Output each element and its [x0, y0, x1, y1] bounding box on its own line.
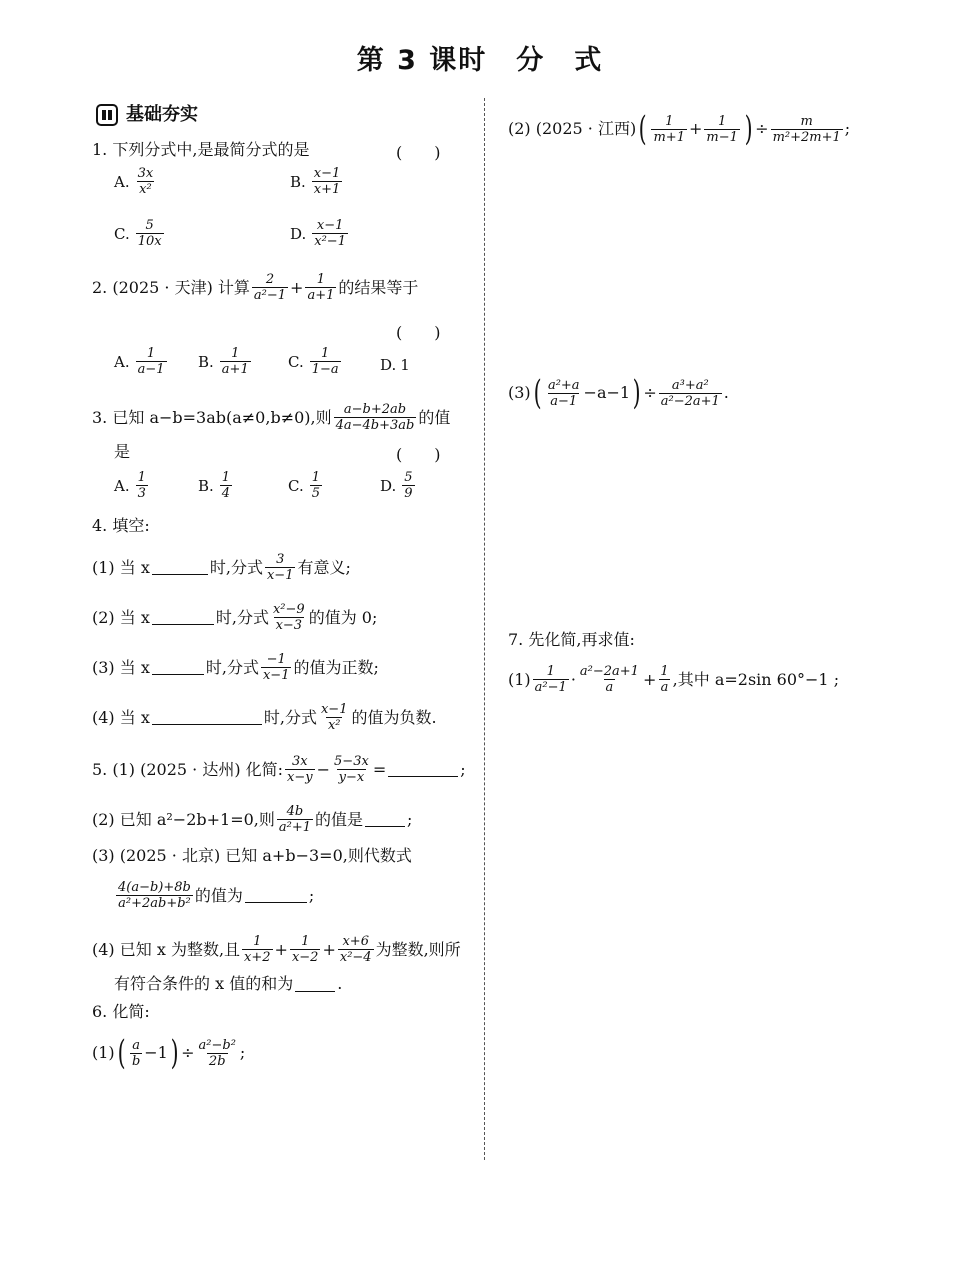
answer-blank[interactable]: [245, 888, 307, 903]
numerator: 5−3x: [334, 754, 369, 769]
text-run: ;: [407, 809, 413, 829]
q6-head: 6. 化简:: [92, 1002, 150, 1021]
text-run: 有符合条件的 x 值的和为: [114, 974, 294, 993]
fraction: [578, 664, 641, 695]
text-run: 时,分式: [263, 707, 317, 727]
page-title: 第 3 课时 分 式: [356, 45, 604, 76]
denominator: a−1: [550, 393, 578, 409]
numerator: 3: [276, 552, 285, 567]
q1-text: 1. 下列分式中,是最简分式的是: [92, 140, 310, 159]
book-icon: [96, 104, 118, 126]
fraction: [271, 602, 307, 633]
text-run: +: [322, 939, 336, 959]
denominator: x+1: [313, 182, 341, 197]
text-run: (3): [508, 383, 531, 402]
fraction: [285, 754, 315, 785]
section-header: [96, 104, 198, 126]
option-text: B.: [290, 172, 306, 191]
fraction: [319, 702, 350, 733]
fraction: [252, 272, 288, 303]
q5-part3-expr: [114, 880, 314, 911]
answer-blank[interactable]: [152, 610, 214, 625]
answer-blank[interactable]: [388, 762, 458, 777]
q3-option-b[interactable]: [198, 470, 234, 501]
q3-option-a[interactable]: [114, 470, 150, 501]
numerator: 3x: [292, 754, 308, 769]
denominator: 10x: [137, 234, 162, 249]
numerator: 1: [546, 664, 555, 679]
denominator: m²+2m+1: [772, 129, 841, 145]
denominator: x²−4: [339, 950, 372, 965]
numerator: x²−9: [272, 602, 305, 617]
numerator: 1: [718, 113, 727, 129]
option-text: 1: [400, 356, 410, 374]
text-run: 的值为: [194, 885, 243, 905]
denominator: a: [605, 680, 614, 695]
denominator: x²−1: [314, 234, 346, 249]
q3-answer-paren[interactable]: ( ): [396, 445, 441, 464]
fraction: [197, 1038, 238, 1069]
text-run: ,其中 a=2sin 60°−1 ;: [672, 669, 840, 689]
text-run: ;: [308, 885, 315, 905]
q2-stem: [92, 272, 418, 303]
text-run: (1) 当 x: [92, 557, 150, 577]
q7-head: 7. 先化简,再求值:: [508, 630, 635, 649]
denominator: a²+1: [278, 820, 312, 835]
q4-part3: [92, 652, 379, 683]
text-run: 有意义;: [297, 557, 351, 577]
text-run: ·: [570, 669, 576, 689]
bracket: ): [744, 109, 753, 149]
text-run: 的值为 0;: [308, 607, 378, 627]
option-text: D.: [380, 356, 397, 374]
answer-blank[interactable]: [295, 977, 335, 992]
numerator: 1: [301, 934, 310, 949]
q5-part3: [92, 846, 412, 866]
fraction: [136, 470, 148, 501]
bracket: ): [170, 1033, 179, 1073]
denominator: a²−1: [534, 680, 567, 695]
numerator: −1: [266, 652, 286, 667]
denominator: x−y: [287, 770, 313, 785]
text-run: −1: [144, 1043, 168, 1062]
text-run: (2) 已知 a²−2b+1=0,则: [92, 809, 275, 829]
option-text: B.: [198, 476, 214, 495]
text-run: ÷: [755, 119, 769, 138]
answer-blank[interactable]: [152, 560, 208, 575]
denominator: m−1: [706, 129, 738, 145]
fraction: [265, 552, 296, 583]
option-text: C.: [288, 352, 304, 371]
bracket: (: [533, 373, 542, 413]
fraction: [546, 378, 582, 409]
numerator: a−b+2ab: [343, 402, 407, 417]
denominator: x−1: [262, 668, 290, 683]
numerator: 1: [321, 346, 330, 361]
fraction: [261, 652, 292, 683]
q4-part2: [92, 602, 377, 633]
text-run: 时,分式: [215, 607, 269, 627]
denominator: y−x: [338, 770, 365, 785]
text-run: .: [723, 383, 729, 402]
q5-part1: [92, 754, 466, 785]
option-text: D.: [380, 476, 397, 495]
text-run: 的值为负数.: [351, 707, 437, 727]
fraction: [658, 664, 670, 695]
text-run: 的结果等于: [338, 277, 419, 297]
numerator: a²+a: [547, 377, 580, 393]
text-run: 5. (1) (2025 · 达州) 化简:: [92, 759, 284, 779]
text-run: (2) 当 x: [92, 607, 150, 627]
numerator: 4(a−b)+8b: [118, 880, 191, 895]
denominator: 4a−4b+3ab: [335, 418, 415, 433]
bracket: (: [638, 109, 647, 149]
numerator: m: [800, 113, 813, 129]
fraction: [312, 218, 348, 249]
fraction: [771, 114, 843, 145]
fraction: [130, 1038, 142, 1069]
text-run: ;: [460, 759, 466, 779]
numerator: 1: [660, 664, 669, 679]
fraction: [310, 470, 322, 501]
text-run: 2. (2025 · 天津) 计算: [92, 277, 250, 297]
text-run: 为整数,则所: [375, 939, 461, 959]
denominator: 2b: [208, 1053, 226, 1069]
denominator: 5: [311, 486, 320, 501]
q6-part1: [92, 1033, 246, 1073]
answer-blank[interactable]: [152, 710, 262, 725]
numerator: 1: [231, 346, 240, 361]
q7-part1: [508, 664, 839, 695]
column-divider: [484, 98, 485, 1160]
q4-part1: [92, 552, 351, 583]
fraction: [305, 272, 336, 303]
numerator: 3x: [137, 166, 154, 181]
text-run: 3. 已知 a−b=3ab(a≠0,b≠0),则: [92, 407, 332, 427]
numerator: 1: [311, 470, 320, 485]
denominator: b: [131, 1053, 141, 1069]
denominator: 9: [404, 486, 413, 501]
denominator: a+1: [221, 362, 249, 377]
denominator: 1−a: [311, 362, 339, 377]
text-run: 的值为正数;: [293, 657, 379, 677]
denominator: x²: [139, 182, 152, 197]
numerator: a²−2a+1: [579, 664, 639, 679]
fraction: [116, 880, 193, 911]
fraction: [659, 378, 722, 409]
denominator: x−2: [291, 950, 319, 965]
q1-option-d[interactable]: [290, 218, 350, 249]
numerator: x−1: [313, 166, 341, 181]
fraction: [136, 166, 156, 197]
q5-part2: [92, 804, 412, 835]
fraction: [310, 346, 341, 377]
text-run: ÷: [643, 383, 657, 402]
fraction: [136, 346, 167, 377]
option-text: A.: [114, 352, 130, 371]
answer-blank[interactable]: [365, 812, 405, 827]
answer-blank[interactable]: [152, 660, 204, 675]
text-run: +: [688, 119, 703, 138]
q5-part4-line2: [114, 974, 342, 994]
text-run: 时,分式: [205, 657, 259, 677]
numerator: a³+a²: [671, 377, 709, 393]
option-text: C.: [114, 224, 130, 243]
q6-part2: [508, 109, 851, 149]
q3-stem: [92, 402, 450, 433]
text-run: (4) 已知 x 为整数,且: [92, 939, 241, 959]
numerator: x+6: [342, 934, 369, 949]
fraction: [402, 470, 414, 501]
text-run: (4) 当 x: [92, 707, 150, 727]
bracket: ): [632, 373, 641, 413]
fraction: [312, 166, 343, 197]
text-run: (2) (2025 · 江西): [508, 119, 637, 138]
denominator: a−1: [137, 362, 165, 377]
fraction: [242, 934, 273, 965]
option-text: A.: [114, 476, 130, 495]
numerator: 1: [253, 934, 262, 949]
fraction: [704, 114, 740, 145]
denominator: x+2: [244, 950, 271, 965]
option-text: C.: [288, 476, 304, 495]
numerator: x−1: [316, 218, 344, 233]
numerator: a: [132, 1037, 140, 1053]
numerator: x−1: [320, 702, 348, 717]
text-run: 时,分式: [209, 557, 263, 577]
numerator: 5: [404, 470, 413, 485]
q4-head: 4. 填空:: [92, 516, 150, 535]
text-run: +: [290, 277, 304, 297]
denominator: a²−2a+1: [660, 393, 720, 409]
q2-option-b[interactable]: [198, 346, 253, 377]
q4-part4: [92, 702, 437, 733]
denominator: x²: [327, 718, 341, 733]
numerator: 1: [665, 113, 674, 129]
q2-option-d[interactable]: [380, 356, 410, 374]
fraction: [533, 664, 569, 695]
denominator: a²−1: [253, 288, 287, 303]
text-run: ÷: [181, 1043, 195, 1062]
text-run: 的值: [418, 407, 451, 427]
fraction: [651, 114, 687, 145]
fraction: [338, 934, 374, 965]
numerator: 1: [146, 346, 156, 361]
q1-option-b[interactable]: [290, 166, 344, 197]
denominator: a+1: [307, 288, 335, 303]
text-run: 的值是: [315, 809, 364, 829]
numerator: 4b: [286, 804, 304, 819]
fraction: [220, 470, 232, 501]
option-text: D.: [290, 224, 307, 243]
numerator: 5: [145, 218, 154, 233]
text-run: −a−1: [583, 383, 631, 402]
text-run: ;: [239, 1043, 246, 1062]
denominator: x−1: [266, 568, 294, 583]
q1-stem: [92, 140, 309, 160]
q2-option-a[interactable]: [114, 346, 169, 377]
text-run: =: [372, 759, 387, 779]
option-text: A.: [114, 172, 130, 191]
fraction: [220, 346, 251, 377]
fraction: [290, 934, 321, 965]
numerator: 1: [221, 470, 231, 485]
denominator: 3: [137, 486, 146, 501]
fraction: [136, 218, 164, 249]
q2-answer-paren[interactable]: ( ): [396, 323, 441, 342]
text-run: .: [337, 974, 343, 993]
text-run: (1): [508, 669, 531, 689]
text-run: (1): [92, 1043, 115, 1062]
q1-answer-paren[interactable]: ( ): [396, 143, 441, 162]
q2-option-c[interactable]: [288, 346, 343, 377]
text-run: +: [642, 669, 657, 689]
q3-option-c[interactable]: [288, 470, 324, 501]
numerator: 1: [137, 470, 146, 485]
q1-option-c[interactable]: [114, 218, 166, 249]
text-run: (3) 当 x: [92, 657, 150, 677]
text-run: −: [316, 759, 331, 779]
section-label: 基础夯实: [126, 104, 198, 125]
denominator: x−3: [275, 618, 303, 633]
fraction: [332, 754, 371, 785]
numerator: a²−b²: [198, 1037, 236, 1053]
option-text: B.: [198, 352, 214, 371]
fraction: [277, 804, 313, 835]
denominator: m+1: [653, 129, 685, 145]
numerator: 2: [265, 272, 275, 287]
q3-option-d[interactable]: [380, 470, 417, 501]
numerator: 1: [316, 272, 326, 287]
text-run: (3) (2025 · 北京) 已知 a+b−3=0,则代数式: [92, 846, 412, 865]
denominator: 4: [221, 486, 231, 501]
denominator: a²+2ab+b²: [118, 896, 191, 911]
bracket: (: [117, 1033, 126, 1073]
text-run: ;: [844, 119, 851, 138]
q3-stem-line2: 是: [114, 442, 131, 461]
denominator: a: [660, 680, 669, 695]
fraction: [334, 402, 417, 433]
text-run: +: [274, 939, 288, 959]
q5-part4: [92, 934, 461, 965]
q6-part3: [508, 373, 729, 413]
q1-option-a[interactable]: [114, 166, 157, 197]
